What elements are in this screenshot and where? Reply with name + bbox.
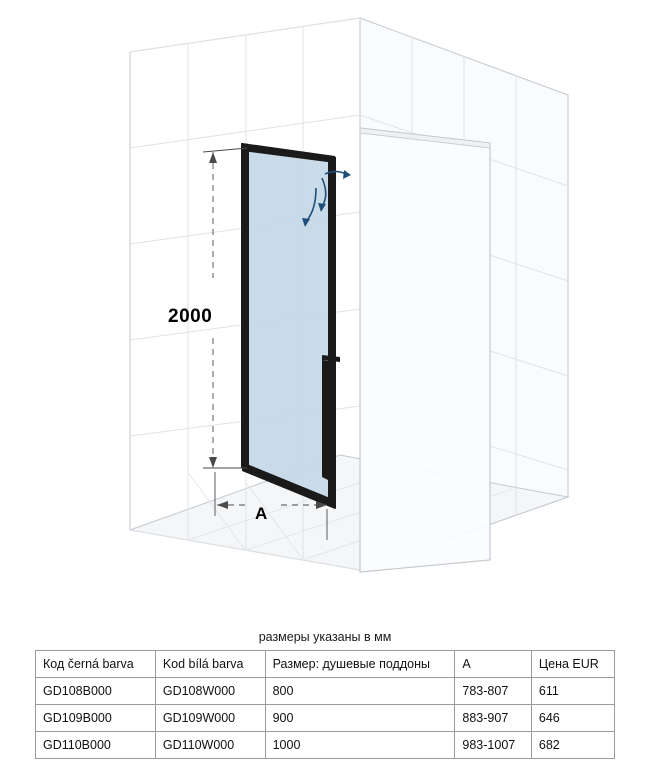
cell-a: 783-807 — [455, 678, 531, 705]
fixed-glass-panel — [360, 128, 490, 572]
cell-code-white: GD109W000 — [155, 705, 265, 732]
table-row — [36, 705, 615, 732]
width-dimension-label: A — [255, 504, 268, 523]
table-row — [36, 678, 615, 705]
header-a: A — [455, 651, 531, 678]
cell-code-black: GD108B000 — [36, 678, 156, 705]
table-row — [36, 732, 615, 759]
door-hinge-profile — [241, 143, 249, 470]
cell-size: 1000 — [265, 732, 455, 759]
specification-table — [35, 650, 615, 759]
cell-price: 611 — [531, 678, 614, 705]
door-latch-profile — [328, 155, 336, 509]
cell-price: 646 — [531, 705, 614, 732]
cell-size: 800 — [265, 678, 455, 705]
partition-face — [360, 128, 490, 572]
cell-price: 682 — [531, 732, 614, 759]
units-note: размеры указаны в мм — [258, 630, 392, 644]
header-code-black: Код černá barva — [36, 651, 156, 678]
door-glass — [246, 148, 332, 505]
height-dimension-label: 2000 — [168, 306, 213, 327]
cell-a: 983-1007 — [455, 732, 531, 759]
door-handle-bar — [322, 360, 328, 480]
wall-group — [130, 18, 568, 570]
cell-code-black: GD110B000 — [36, 732, 156, 759]
cell-code-black: GD109B000 — [36, 705, 156, 732]
cell-a: 883-907 — [455, 705, 531, 732]
cell-code-white: GD108W000 — [155, 678, 265, 705]
table-header-row — [36, 651, 615, 678]
header-size: Размер: душевые поддоны — [265, 651, 455, 678]
header-code-white: Kod bílá barva — [155, 651, 265, 678]
cell-code-white: GD110W000 — [155, 732, 265, 759]
cell-size: 900 — [265, 705, 455, 732]
header-price: Цена EUR — [531, 651, 614, 678]
